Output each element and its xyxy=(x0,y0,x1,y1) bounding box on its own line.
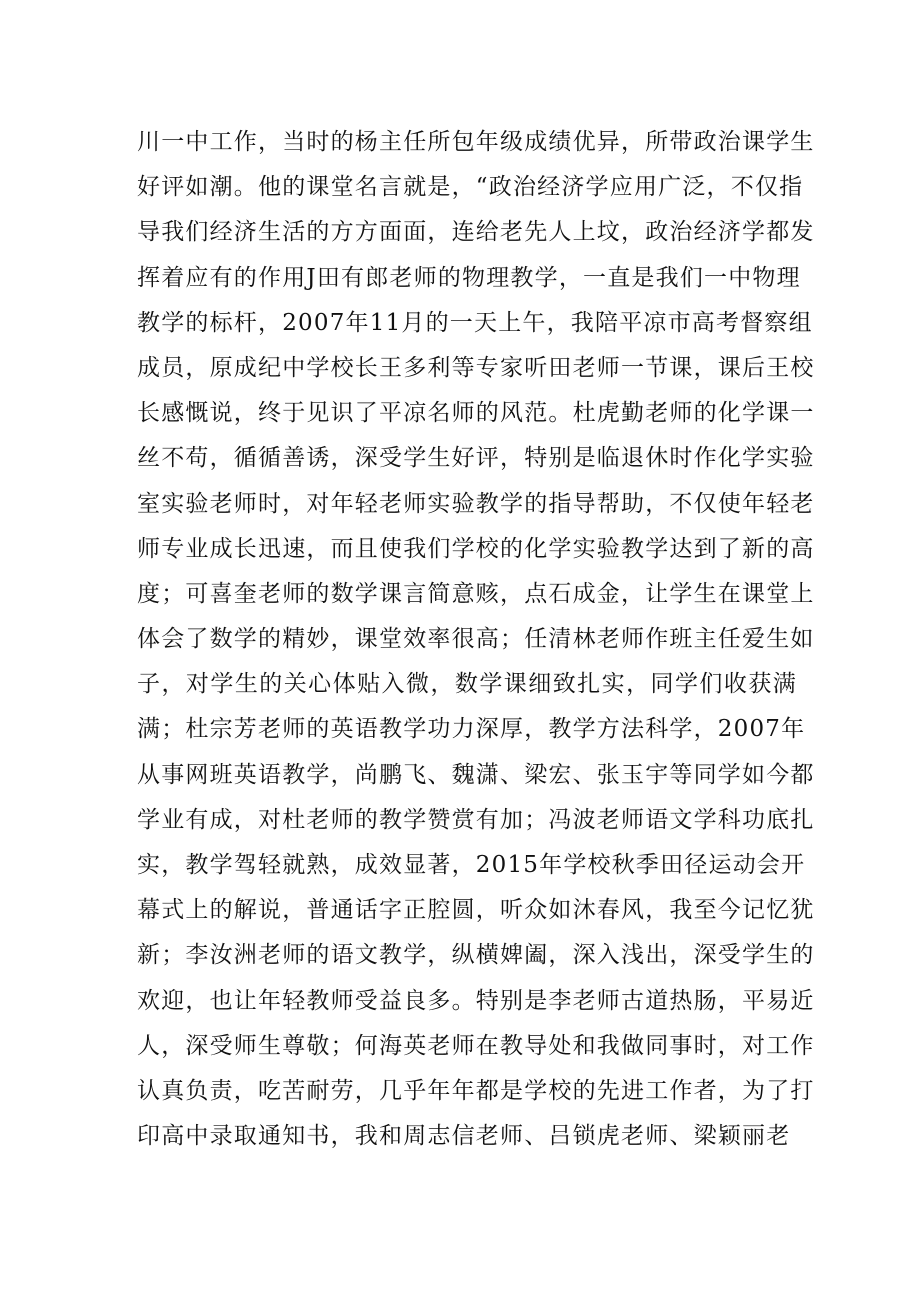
text-line: 认真负责，吃苦耐劳，几乎年年都是学校的先进工作者，为了打 xyxy=(137,1077,815,1104)
text-line: 人，深受师生尊敬；何海英老师在教导处和我做同事时，对工作 xyxy=(137,1032,815,1059)
text-line: 体会了数学的精妙，课堂效率很高；任清林老师作班主任爱生如 xyxy=(137,626,815,653)
text-line: 新；李汝洲老师的语文教学，纵横婢阖，深入浅出，深受学生的 xyxy=(137,942,815,969)
body-text xyxy=(137,120,815,1159)
text-line: 师专业成长迅速，而且使我们学校的化学实验教学达到了新的高 xyxy=(137,535,815,562)
text-line: 满；杜宗芳老师的英语教学功力深厚，教学方法科学，2007年 xyxy=(137,716,806,743)
text-line: 川一中工作，当时的杨主任所包年级成绩优异，所带政治课学生 xyxy=(137,129,815,155)
text-line: 好评如潮。他的课堂名言就是，“政治经济学应用广泛，不仅指 xyxy=(137,174,804,201)
text-line: 教学的标杆，2007年11月的一天上午，我陪平凉市高考督察组 xyxy=(137,309,813,336)
text-line: 挥着应有的作用J田有郎老师的物理教学，一直是我们一中物理 xyxy=(137,264,801,291)
text-line: 幕式上的解说，普通话字正腔圆，听众如沐春风，我至今记忆犹 xyxy=(137,897,815,924)
text-line: 丝不苟，循循善诱，深受学生好评，特别是临退休时作化学实验 xyxy=(137,445,815,472)
text-line: 长感慨说，终于见识了平凉名师的风范。杜虎勤老师的化学课一 xyxy=(137,400,815,427)
text-line: 从事网班英语教学，尚鹏飞、魏潇、梁宏、张玉宇等同学如今都 xyxy=(137,761,815,788)
text-line: 学业有成，对杜老师的教学赞赏有加；冯波老师语文学科功底扎 xyxy=(137,806,815,833)
text-line: 成员，原成纪中学校长王多利等专家听田老师一节课，课后王校 xyxy=(137,354,815,381)
text-line: 欢迎，也让年轻教师受益良多。特别是李老师古道热肠，平易近 xyxy=(137,987,815,1014)
text-line: 子，对学生的关心体贴入微，数学课细致扎实，同学们收获满 xyxy=(137,671,797,698)
text-line: 导我们经济生活的方方面面，连给老先人上坟，政治经济学都发 xyxy=(137,219,815,246)
text-line: 室实验老师时，对年轻老师实验教学的指导帮助，不仅使年轻老 xyxy=(137,490,815,517)
text-line: 实，教学驾轻就熟，成效显著，2015年学校秋季田径运动会开 xyxy=(137,852,806,878)
text-line: 印高中录取通知书，我和周志信老师、吕锁虎老师、梁颖丽老 xyxy=(137,1123,791,1150)
text-line: 度；可喜奎老师的数学课言简意赅，点石成金，让学生在课堂上 xyxy=(137,580,815,607)
